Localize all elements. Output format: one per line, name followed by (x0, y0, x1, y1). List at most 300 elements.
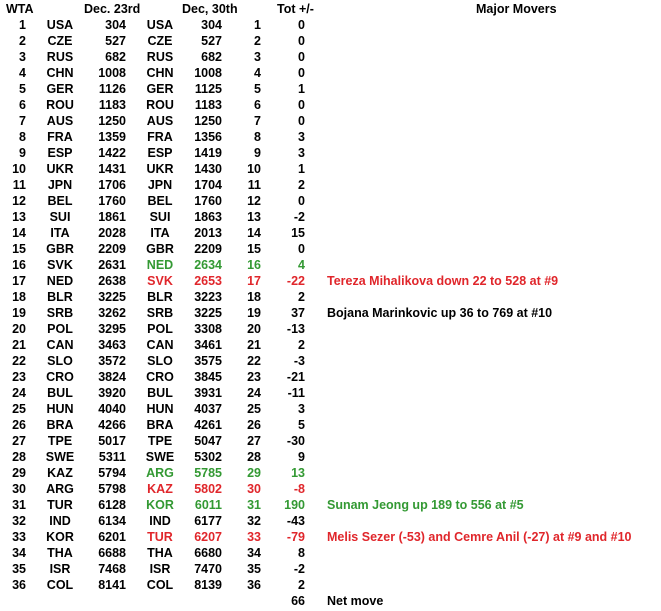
wta-rank-dec23: 25 (12, 402, 26, 416)
table-row (0, 17, 661, 33)
total-change: 1 (298, 162, 305, 176)
country-dec23: BEL (47, 194, 73, 208)
total-change: 9 (298, 450, 305, 464)
points-dec23: 1008 (98, 66, 126, 80)
points-dec23: 3262 (98, 306, 126, 320)
country-dec23: KOR (46, 530, 74, 544)
country-dec30: JPN (147, 178, 173, 192)
points-dec30: 1356 (194, 130, 222, 144)
country-dec30: ARG (146, 466, 174, 480)
points-dec23: 1760 (98, 194, 126, 208)
country-dec30: FRA (147, 130, 173, 144)
country-dec30: CAN (146, 338, 174, 352)
total-change: 2 (298, 178, 305, 192)
total-change: -2 (293, 562, 305, 576)
total-change: -11 (287, 386, 305, 400)
wta-rank-dec23: 23 (12, 370, 26, 384)
points-dec30: 1250 (194, 114, 222, 128)
table-row (0, 529, 661, 545)
rank-dec30: 31 (247, 498, 261, 512)
country-dec23: ESP (47, 146, 73, 160)
table-row (0, 449, 661, 465)
major-mover-note: Bojana Marinkovic up 36 to 769 at #10 (327, 306, 553, 320)
rank-dec30: 34 (247, 546, 261, 560)
wta-rank-dec23: 33 (12, 530, 26, 544)
country-dec23: BRA (46, 418, 74, 432)
points-dec23: 3295 (98, 322, 126, 336)
wta-rank-dec23: 18 (12, 290, 26, 304)
table-row (0, 337, 661, 353)
country-dec23: GER (46, 82, 74, 96)
rank-dec30: 4 (254, 66, 261, 80)
rank-dec30: 29 (247, 466, 261, 480)
header-dec23: Dec. 23rd (84, 2, 141, 16)
country-dec23: CRO (46, 370, 74, 384)
points-dec23: 5798 (98, 482, 126, 496)
country-dec23: KAZ (47, 466, 73, 480)
country-dec30: UKR (146, 162, 174, 176)
wta-rank-dec23: 22 (12, 354, 26, 368)
table-row (0, 353, 661, 369)
rank-dec30: 25 (247, 402, 261, 416)
wta-rank-dec23: 15 (12, 242, 26, 256)
points-dec23: 6134 (98, 514, 126, 528)
country-dec23: BUL (47, 386, 73, 400)
country-dec30: SUI (149, 210, 171, 224)
points-dec23: 1431 (98, 162, 126, 176)
total-change: 37 (291, 306, 305, 320)
wta-rank-dec23: 9 (19, 146, 26, 160)
wta-rank-dec23: 20 (12, 322, 26, 336)
country-dec30: BEL (147, 194, 173, 208)
total-change: -21 (286, 370, 305, 384)
rank-dec30: 3 (254, 50, 261, 64)
country-dec23: CHN (46, 66, 74, 80)
rank-dec30: 20 (247, 322, 261, 336)
table-row (0, 97, 661, 113)
country-dec23: ROU (46, 98, 74, 112)
points-dec23: 3824 (98, 370, 126, 384)
points-dec30: 1760 (194, 194, 222, 208)
country-dec30: SRB (146, 306, 174, 320)
rank-dec30: 11 (247, 178, 261, 192)
wta-rank-dec23: 35 (12, 562, 26, 576)
points-dec23: 1183 (98, 98, 126, 112)
net-total: 66 (291, 594, 305, 608)
rank-dec30: 35 (247, 562, 261, 576)
points-dec30: 304 (201, 18, 222, 32)
points-dec30: 1863 (194, 210, 222, 224)
table-row (0, 273, 661, 289)
table-row (0, 497, 661, 513)
wta-rank-dec23: 29 (12, 466, 26, 480)
country-dec30: TPE (147, 434, 173, 448)
total-change: -30 (286, 434, 305, 448)
points-dec23: 4040 (98, 402, 126, 416)
total-change: 1 (298, 82, 305, 96)
country-dec23: SVK (47, 258, 73, 272)
country-dec30: ITA (150, 226, 170, 240)
country-dec30: ROU (146, 98, 174, 112)
table-row (0, 513, 661, 529)
points-dec30: 3223 (194, 290, 222, 304)
points-dec30: 8139 (194, 578, 222, 592)
wta-rank-dec23: 1 (19, 18, 26, 32)
points-dec23: 3225 (98, 290, 126, 304)
rank-dec30: 24 (247, 386, 261, 400)
wta-rank-dec23: 11 (12, 178, 26, 192)
points-dec30: 4261 (194, 418, 222, 432)
points-dec23: 1359 (98, 130, 126, 144)
country-dec23: FRA (47, 130, 73, 144)
country-dec23: IND (49, 514, 71, 528)
total-change: 0 (298, 114, 305, 128)
country-dec23: NED (46, 274, 74, 288)
net-label: Net move (327, 594, 384, 608)
total-change: -13 (286, 322, 305, 336)
country-dec30: COL (146, 578, 174, 592)
table-row (0, 177, 661, 193)
rank-dec30: 21 (247, 338, 261, 352)
points-dec23: 6201 (98, 530, 126, 544)
rank-dec30: 22 (247, 354, 261, 368)
table-row (0, 161, 661, 177)
header-row (0, 1, 661, 17)
rank-dec30: 2 (254, 34, 261, 48)
points-dec30: 3308 (194, 322, 222, 336)
table-row (0, 289, 661, 305)
table-row (0, 305, 661, 321)
points-dec23: 2631 (98, 258, 126, 272)
wta-rank-dec23: 10 (12, 162, 26, 176)
table-row (0, 113, 661, 129)
country-dec30: KOR (146, 498, 174, 512)
points-dec30: 5802 (194, 482, 222, 496)
points-dec30: 3845 (194, 370, 222, 384)
country-dec23: SRB (46, 306, 74, 320)
wta-rank-dec23: 12 (12, 194, 26, 208)
wta-rank-dec23: 5 (19, 82, 26, 96)
major-mover-note: Melis Sezer (-53) and Cemre Anil (-27) at #9 and #10 (327, 530, 632, 544)
table-row (0, 65, 661, 81)
rank-dec30: 27 (247, 434, 261, 448)
country-dec23: SLO (47, 354, 73, 368)
wta-rank-dec23: 16 (12, 258, 26, 272)
total-change: -43 (286, 514, 305, 528)
country-dec23: THA (47, 546, 73, 560)
table-row (0, 81, 661, 97)
points-dec30: 3225 (194, 306, 222, 320)
points-dec23: 6688 (98, 546, 126, 560)
points-dec30: 1183 (194, 98, 222, 112)
country-dec30: BLR (147, 290, 173, 304)
rank-dec30: 12 (247, 194, 261, 208)
total-change: -79 (286, 530, 305, 544)
table-row (0, 321, 661, 337)
country-dec23: CAN (46, 338, 74, 352)
country-dec30: AUS (146, 114, 174, 128)
total-change: 4 (298, 258, 305, 272)
points-dec30: 2209 (194, 242, 222, 256)
points-dec30: 682 (201, 50, 222, 64)
wta-rank-dec23: 26 (12, 418, 26, 432)
points-dec23: 8141 (98, 578, 126, 592)
points-dec30: 3931 (194, 386, 222, 400)
wta-rank-dec23: 19 (12, 306, 26, 320)
wta-rank-dec23: 14 (12, 226, 26, 240)
total-change: -8 (293, 482, 305, 496)
rank-dec30: 5 (254, 82, 261, 96)
header-tot: Tot +/- (277, 2, 314, 16)
total-change: 0 (298, 34, 305, 48)
country-dec23: JPN (47, 178, 73, 192)
country-dec30: THA (147, 546, 173, 560)
total-change: 2 (298, 290, 305, 304)
total-change: 0 (298, 98, 305, 112)
country-dec30: RUS (146, 50, 174, 64)
points-dec23: 1250 (98, 114, 126, 128)
country-dec30: CHN (146, 66, 174, 80)
wta-rank-dec23: 2 (19, 34, 26, 48)
country-dec30: SWE (145, 450, 175, 464)
total-change: 0 (298, 194, 305, 208)
country-dec23: BLR (47, 290, 73, 304)
country-dec23: TPE (47, 434, 73, 448)
country-dec23: SWE (45, 450, 75, 464)
points-dec23: 2028 (98, 226, 126, 240)
rank-dec30: 33 (247, 530, 261, 544)
table-row (0, 129, 661, 145)
points-dec30: 6680 (194, 546, 222, 560)
total-change: 3 (298, 146, 305, 160)
table-row (0, 385, 661, 401)
total-change: 5 (298, 418, 305, 432)
rank-dec30: 10 (247, 162, 261, 176)
total-change: 2 (298, 578, 305, 592)
points-dec30: 2653 (194, 274, 222, 288)
country-dec23: AUS (46, 114, 74, 128)
country-dec23: TUR (47, 498, 73, 512)
country-dec30: USA (146, 18, 174, 32)
country-dec23: POL (47, 322, 73, 336)
points-dec30: 5047 (194, 434, 222, 448)
country-dec23: RUS (46, 50, 74, 64)
table-row (0, 545, 661, 561)
header-dec30: Dec, 30th (182, 2, 238, 16)
country-dec30: IND (149, 514, 171, 528)
table-row (0, 417, 661, 433)
wta-rank-dec23: 4 (19, 66, 26, 80)
total-change: -2 (293, 210, 305, 224)
country-dec23: UKR (46, 162, 74, 176)
points-dec23: 304 (105, 18, 126, 32)
table-row (0, 49, 661, 65)
country-dec30: CZE (147, 34, 173, 48)
points-dec23: 527 (105, 34, 126, 48)
country-dec30: GER (146, 82, 174, 96)
wta-rank-dec23: 24 (12, 386, 26, 400)
country-dec30: ISR (149, 562, 171, 576)
country-dec23: USA (46, 18, 74, 32)
major-mover-note: Sunam Jeong up 189 to 556 at #5 (327, 498, 524, 512)
table-row (0, 577, 661, 593)
country-dec30: CRO (146, 370, 174, 384)
table-row (0, 369, 661, 385)
wta-rank-dec23: 7 (19, 114, 26, 128)
total-change: 2 (298, 338, 305, 352)
rank-dec30: 26 (247, 418, 261, 432)
total-change: 15 (291, 226, 305, 240)
wta-rank-dec23: 32 (12, 514, 26, 528)
wta-rank-dec23: 30 (12, 482, 26, 496)
total-change: 190 (284, 498, 305, 512)
rank-dec30: 15 (247, 242, 261, 256)
country-dec30: BUL (147, 386, 173, 400)
table-row (0, 465, 661, 481)
points-dec23: 2209 (98, 242, 126, 256)
wta-rank-dec23: 3 (19, 50, 26, 64)
total-change: 0 (298, 66, 305, 80)
rank-dec30: 32 (247, 514, 261, 528)
country-dec23: CZE (47, 34, 73, 48)
rank-dec30: 16 (247, 258, 261, 272)
rank-dec30: 14 (247, 226, 261, 240)
table-row (0, 481, 661, 497)
points-dec30: 1704 (194, 178, 222, 192)
total-change: 3 (298, 130, 305, 144)
rank-dec30: 13 (247, 210, 261, 224)
rank-dec30: 18 (247, 290, 261, 304)
points-dec30: 1419 (194, 146, 222, 160)
table-row (0, 241, 661, 257)
rank-dec30: 7 (254, 114, 261, 128)
footer-row (0, 593, 661, 609)
points-dec23: 1422 (98, 146, 126, 160)
points-dec23: 2638 (98, 274, 126, 288)
wta-rank-dec23: 8 (19, 130, 26, 144)
major-mover-note: Tereza Mihalikova down 22 to 528 at #9 (327, 274, 559, 288)
country-dec23: GBR (46, 242, 74, 256)
total-change: 0 (298, 50, 305, 64)
country-dec23: SUI (49, 210, 71, 224)
wta-rank-dec23: 17 (12, 274, 26, 288)
points-dec23: 6128 (98, 498, 126, 512)
wta-rank-dec23: 13 (12, 210, 26, 224)
points-dec23: 1706 (98, 178, 126, 192)
country-dec30: BRA (146, 418, 174, 432)
points-dec30: 3575 (194, 354, 222, 368)
wta-rank-dec23: 27 (12, 434, 26, 448)
total-change: -3 (293, 354, 305, 368)
country-dec23: COL (46, 578, 74, 592)
wta-rank-dec23: 36 (12, 578, 26, 592)
total-change: 3 (298, 402, 305, 416)
table-row (0, 433, 661, 449)
rank-dec30: 17 (247, 274, 261, 288)
country-dec30: HUN (146, 402, 174, 416)
points-dec30: 4037 (194, 402, 222, 416)
total-change: 0 (298, 242, 305, 256)
points-dec30: 5302 (194, 450, 222, 464)
table-row (0, 209, 661, 225)
rank-dec30: 23 (247, 370, 261, 384)
rank-dec30: 1 (254, 18, 261, 32)
wta-rank-dec23: 21 (12, 338, 26, 352)
header-wta: WTA (6, 2, 34, 16)
country-dec30: NED (146, 258, 174, 272)
country-dec23: ARG (46, 482, 74, 496)
points-dec23: 3463 (98, 338, 126, 352)
rank-dec30: 6 (254, 98, 261, 112)
total-change: 8 (298, 546, 305, 560)
points-dec30: 1430 (194, 162, 222, 176)
header-movers: Major Movers (476, 2, 557, 16)
country-dec30: GBR (146, 242, 174, 256)
points-dec30: 2013 (194, 226, 222, 240)
wta-rank-dec23: 34 (12, 546, 26, 560)
rank-dec30: 9 (254, 146, 261, 160)
points-dec23: 3920 (98, 386, 126, 400)
wta-rank-dec23: 28 (12, 450, 26, 464)
country-dec30: POL (147, 322, 173, 336)
table-row (0, 257, 661, 273)
table-row (0, 561, 661, 577)
rank-dec30: 36 (247, 578, 261, 592)
points-dec30: 1008 (194, 66, 222, 80)
table-row (0, 225, 661, 241)
points-dec30: 6177 (194, 514, 222, 528)
table-row (0, 33, 661, 49)
points-dec30: 2634 (194, 258, 222, 272)
table-row (0, 401, 661, 417)
rank-dec30: 28 (247, 450, 261, 464)
table-row (0, 193, 661, 209)
country-dec30: TUR (147, 530, 173, 544)
table-row (0, 145, 661, 161)
points-dec23: 1861 (98, 210, 126, 224)
total-change: 0 (298, 18, 305, 32)
rank-dec30: 8 (254, 130, 261, 144)
points-dec23: 7468 (98, 562, 126, 576)
points-dec30: 1125 (194, 82, 222, 96)
country-dec30: SLO (147, 354, 173, 368)
points-dec30: 3461 (194, 338, 222, 352)
wta-rank-dec23: 31 (12, 498, 26, 512)
points-dec30: 6011 (194, 498, 222, 512)
points-dec23: 5794 (98, 466, 126, 480)
points-dec23: 1126 (98, 82, 126, 96)
total-change: 13 (291, 466, 305, 480)
rank-dec30: 30 (247, 482, 261, 496)
country-dec30: KAZ (147, 482, 173, 496)
points-dec23: 682 (105, 50, 126, 64)
wta-rank-dec23: 6 (19, 98, 26, 112)
country-dec30: SVK (147, 274, 173, 288)
points-dec23: 4266 (98, 418, 126, 432)
country-dec23: ISR (49, 562, 71, 576)
country-dec23: ITA (50, 226, 70, 240)
points-dec30: 527 (201, 34, 222, 48)
points-dec23: 5017 (98, 434, 126, 448)
points-dec23: 3572 (98, 354, 126, 368)
total-change: -22 (286, 274, 305, 288)
points-dec30: 7470 (194, 562, 222, 576)
points-dec30: 6207 (194, 530, 222, 544)
country-dec23: HUN (46, 402, 74, 416)
country-dec30: ESP (147, 146, 173, 160)
points-dec23: 5311 (98, 450, 126, 464)
points-dec30: 5785 (194, 466, 222, 480)
